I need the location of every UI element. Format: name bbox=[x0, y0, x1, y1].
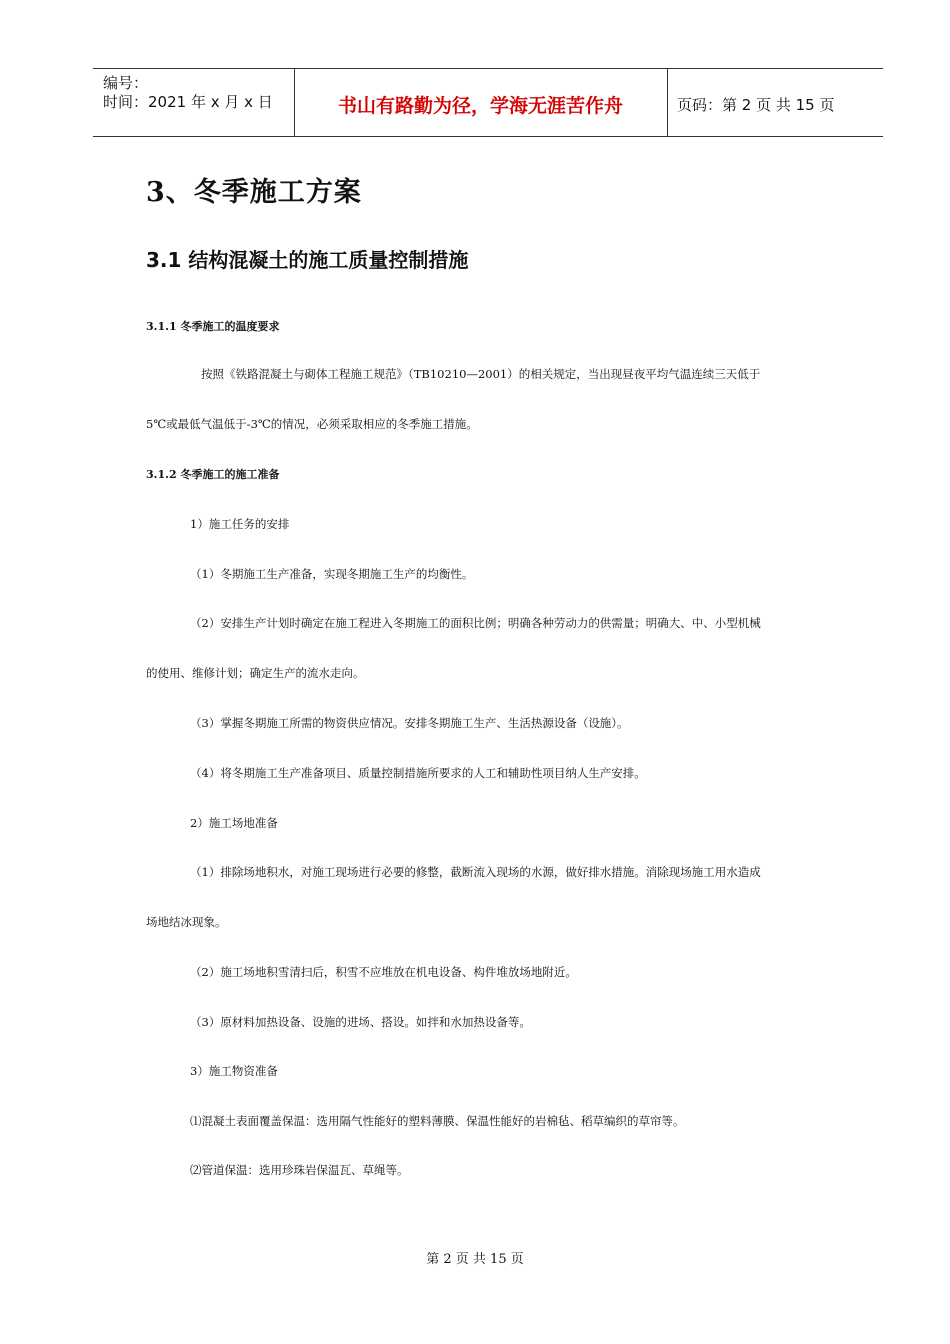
list-item: （1）排除场地积水，对施工现场进行必要的修整，截断流入现场的水源，做好排水措施。消除现场施工用水造成 bbox=[190, 865, 761, 879]
list-item: 2）施工场地准备 bbox=[190, 816, 278, 830]
list-item: （2）安排生产计划时确定在施工程进入冬期施工的面积比例；明确各种劳动力的供需量；明确大、中、小型机械 bbox=[190, 616, 761, 630]
list-item: ⑵管道保温：选用珍珠岩保温瓦、草绳等。 bbox=[190, 1163, 409, 1177]
subsection-heading-2: 3.1.2 冬季施工的施工准备 bbox=[146, 468, 280, 481]
list-item-continuation: 场地结冰现象。 bbox=[146, 915, 227, 929]
motto: 书山有路勤为径，学海无涯苦作舟 bbox=[337, 95, 623, 117]
header-page-cell bbox=[667, 69, 883, 136]
list-item: （1）冬期施工生产准备，实现冬期施工生产的均衡性。 bbox=[190, 567, 474, 581]
header-page-number: 页码：第 2 页 共 15 页 bbox=[677, 96, 835, 114]
list-item: （4）将冬期施工生产准备项目、质量控制措施所要求的人工和辅助性项目纳人生产安排。 bbox=[190, 766, 646, 780]
list-item: （3）掌握冬期施工所需的物资供应情况。安排冬期施工生产、生活热源设备（设施）。 bbox=[190, 716, 629, 730]
list-item: 1）施工任务的安排 bbox=[190, 517, 290, 531]
list-item: 3）施工物资准备 bbox=[190, 1064, 278, 1078]
page-header bbox=[93, 68, 883, 137]
header-motto-cell bbox=[294, 69, 668, 136]
list-item: （2）施工场地积雪清扫后，积雪不应堆放在机电设备、构件堆放场地附近。 bbox=[190, 965, 577, 979]
list-item: （3）原材料加热设备、设施的进场、搭设。如拌和水加热设备等。 bbox=[190, 1015, 531, 1029]
subsection-heading-1: 3.1.1 冬季施工的温度要求 bbox=[146, 320, 280, 333]
time-label: 时间：2021 年 x 月 x 日 bbox=[103, 93, 273, 111]
page-footer: 第 2 页 共 15 页 bbox=[426, 1252, 524, 1267]
section-heading: 3.1 结构混凝土的施工质量控制措施 bbox=[146, 248, 469, 272]
code-label: 编号： bbox=[103, 74, 149, 92]
list-item-continuation: 的使用、维修计划；确定生产的流水走向。 bbox=[146, 666, 365, 680]
header-meta-cell bbox=[93, 69, 295, 136]
paragraph-line: 5℃或最低气温低于-3℃的情况，必须采取相应的冬季施工措施。 bbox=[146, 417, 478, 431]
document-title: 3、冬季施工方案 bbox=[146, 177, 362, 208]
list-item: ⑴混凝土表面覆盖保温：选用隔气性能好的塑料薄膜、保温性能好的岩棉毡、稻草编织的草帘等。 bbox=[190, 1114, 685, 1128]
paragraph-line: 按照《铁路混凝土与砌体工程施工规范》（TB10210—2001）的相关规定，当出现昼夜平均气温连续三天低于 bbox=[201, 367, 761, 381]
